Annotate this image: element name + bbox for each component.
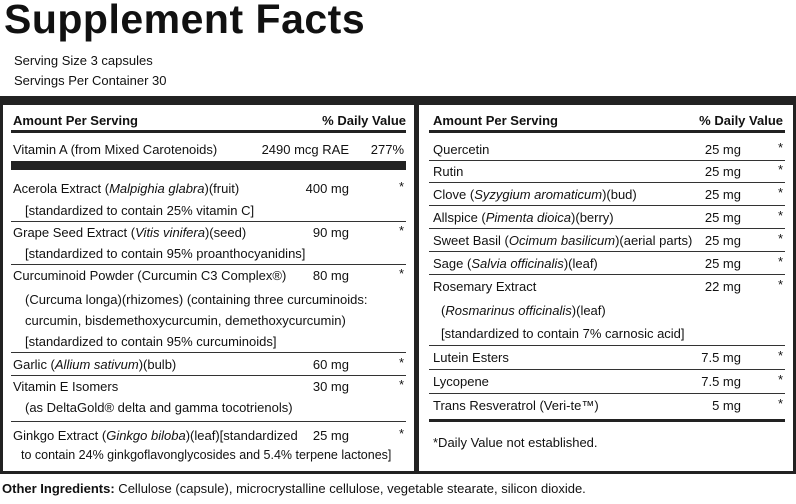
rutin-dv: * xyxy=(777,162,783,177)
curcuminoid-note-3: [standardized to contain 95% curcuminoids] xyxy=(25,334,277,349)
other-ingredients-text: Cellulose (capsule), microcrystalline cellulose, vegetable stearate, silicon dioxide. xyxy=(114,481,586,496)
ginkgo-note: to contain 24% ginkgoflavonglycosides and 5.4% terpene lactones] xyxy=(21,448,392,462)
right-header-dv: % Daily Value xyxy=(699,113,783,128)
rutin-name: Rutin xyxy=(433,164,464,179)
left-header-amount: Amount Per Serving xyxy=(13,113,138,128)
row-divider xyxy=(429,160,785,161)
curcuminoid-note-2: curcumin, bisdemethoxycurcumin, demethoxycurcumin) xyxy=(25,313,346,328)
other-ingredients xyxy=(2,481,586,496)
sage-name: Sage (Salvia officinalis)(leaf) xyxy=(433,256,598,271)
row-divider xyxy=(429,369,785,370)
rutin-amount: 25 mg xyxy=(704,164,741,179)
resveratrol-amount: 5 mg xyxy=(712,398,741,413)
rosemary-latin: (Rosmarinus officinalis)(leaf) xyxy=(441,303,606,318)
acerola-note: [standardized to contain 25% vitamin C] xyxy=(25,203,255,218)
sweet-basil-name: Sweet Basil (Ocimum basilicum)(aerial parts) xyxy=(433,233,693,248)
clove-name: Clove (Syzygium aromaticum)(bud) xyxy=(433,187,637,202)
grape-seed-name: Grape Seed Extract (Vitis vinifera)(seed) xyxy=(13,225,247,240)
quercetin-name: Quercetin xyxy=(433,142,490,157)
sweet-basil-dv: * xyxy=(777,231,783,246)
allspice-name: Allspice (Pimenta dioica)(berry) xyxy=(433,210,614,225)
vitamin-e-amount: 30 mg xyxy=(312,379,349,394)
rosemary-note: [standardized to contain 7% carnosic acid] xyxy=(441,326,685,341)
row-divider xyxy=(11,375,406,376)
lycopene-name: Lycopene xyxy=(433,374,489,389)
acerola-dv: * xyxy=(398,179,404,194)
lutein-amount: 7.5 mg xyxy=(701,350,741,365)
rosemary-name: Rosemary Extract xyxy=(433,279,537,294)
servings-per-container: Servings Per Container 30 xyxy=(14,73,167,88)
daily-value-footnote: *Daily Value not established. xyxy=(433,435,598,450)
other-ingredients-label: Other Ingredients: xyxy=(2,481,115,496)
ginkgo-amount: 25 mg xyxy=(312,428,349,443)
grape-seed-dv: * xyxy=(398,223,404,238)
vitamin-e-name: Vitamin E Isomers xyxy=(13,379,119,394)
rosemary-dv: * xyxy=(777,277,783,292)
row-divider xyxy=(429,251,785,252)
sweet-basil-amount: 25 mg xyxy=(704,233,741,248)
vitamin-e-dv: * xyxy=(398,377,404,392)
lutein-name: Lutein Esters xyxy=(433,350,509,365)
vitamin-e-note: (as DeltaGold® delta and gamma tocotrienols) xyxy=(25,400,293,415)
grape-seed-note: [standardized to contain 95% proanthocyanidins] xyxy=(25,246,306,261)
top-rule xyxy=(0,96,796,105)
rosemary-amount: 22 mg xyxy=(704,279,741,294)
right-header-amount: Amount Per Serving xyxy=(433,113,558,128)
sage-dv: * xyxy=(777,254,783,269)
allspice-dv: * xyxy=(777,208,783,223)
vitamin-a-amount: 2490 mcg RAE xyxy=(261,142,349,157)
row-divider xyxy=(429,228,785,229)
right-footer-rule xyxy=(429,419,785,422)
frame-bottom xyxy=(0,471,796,474)
left-header-rule xyxy=(11,130,406,133)
ginkgo-name: Ginkgo Extract (Ginkgo biloba)(leaf)[standardized xyxy=(13,428,298,443)
row-divider xyxy=(11,352,406,353)
vitamin-a-name: Vitamin A (from Mixed Carotenoids) xyxy=(13,142,218,157)
acerola-name: Acerola Extract (Malpighia glabra)(fruit) xyxy=(13,181,240,196)
ginkgo-dv: * xyxy=(398,426,404,441)
curcuminoid-dv: * xyxy=(398,266,404,281)
panel-title: Supplement Facts xyxy=(4,0,366,42)
allspice-amount: 25 mg xyxy=(704,210,741,225)
garlic-amount: 60 mg xyxy=(312,357,349,372)
right-header-rule xyxy=(429,130,785,133)
resveratrol-dv: * xyxy=(777,396,783,411)
left-section-rule xyxy=(11,161,406,170)
curcuminoid-amount: 80 mg xyxy=(312,268,349,283)
grape-seed-amount: 90 mg xyxy=(312,225,349,240)
clove-amount: 25 mg xyxy=(704,187,741,202)
row-divider xyxy=(11,221,406,222)
row-divider xyxy=(11,264,406,265)
lycopene-dv: * xyxy=(777,372,783,387)
lutein-dv: * xyxy=(777,348,783,363)
curcuminoid-name: Curcuminoid Powder (Curcumin C3 Complex®) xyxy=(13,268,287,283)
quercetin-dv: * xyxy=(777,140,783,155)
quercetin-amount: 25 mg xyxy=(704,142,741,157)
row-divider xyxy=(429,205,785,206)
row-divider xyxy=(11,421,406,422)
curcuminoid-note-1: (Curcuma longa)(rhizomes) (containing three curcuminoids: xyxy=(25,292,368,307)
serving-size: Serving Size 3 capsules xyxy=(14,53,153,68)
acerola-amount: 400 mg xyxy=(305,181,349,196)
row-divider xyxy=(429,182,785,183)
garlic-name: Garlic (Allium sativum)(bulb) xyxy=(13,357,177,372)
resveratrol-name: Trans Resveratrol (Veri-te™) xyxy=(433,398,599,413)
garlic-dv: * xyxy=(398,355,404,370)
left-header-dv: % Daily Value xyxy=(322,113,406,128)
row-divider xyxy=(429,345,785,346)
right-facts-column xyxy=(419,105,793,471)
vitamin-a-dv: 277% xyxy=(370,142,404,157)
sage-amount: 25 mg xyxy=(704,256,741,271)
row-divider xyxy=(429,274,785,275)
left-facts-column xyxy=(3,105,414,471)
clove-dv: * xyxy=(777,185,783,200)
lycopene-amount: 7.5 mg xyxy=(701,374,741,389)
row-divider xyxy=(429,393,785,394)
